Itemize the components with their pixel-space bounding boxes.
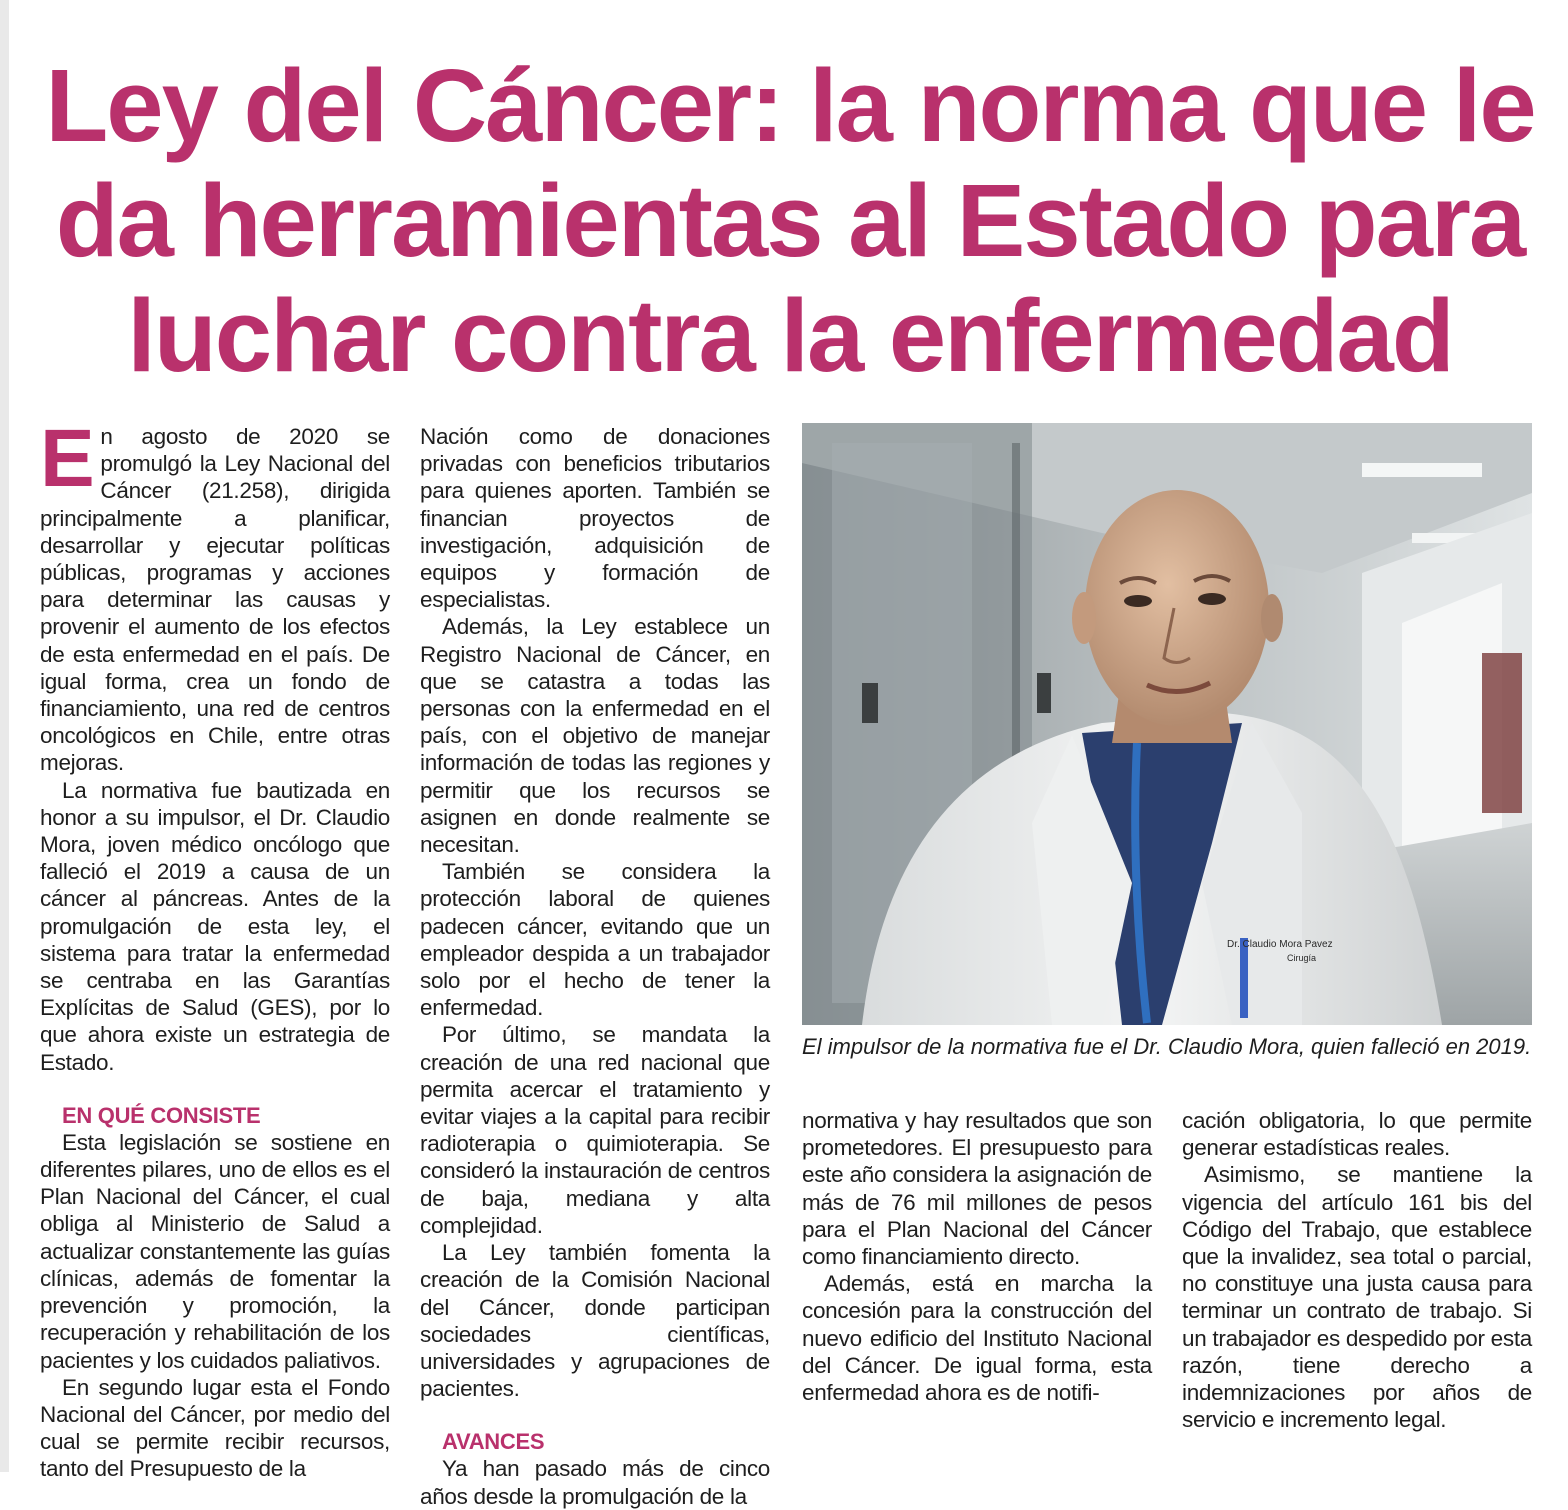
article-column-3 (802, 1107, 1152, 1406)
drop-cap: E (40, 413, 95, 504)
body-paragraph: Esta legislación se sostiene en diferentes pilares, uno de ellos es el Plan Nacional del Cáncer, el cual obliga al Ministerio de Salud a actualizar constantemente las guías clínicas, además de fomentar la prevención y promoción, la recuperación y rehabilitación de los pacientes y los cuidados paliativos. (40, 1129, 390, 1373)
section-subhead-avances: AVANCES (442, 1429, 545, 1455)
body-paragraph: Además, la Ley establece un Registro Nacional de Cáncer, en que se catastra a todas las personas con la enfermedad en el país, con el objetivo de manejar información de todas las regiones y permitir que los recursos se asignen en donde realmente se necesitan. (420, 614, 770, 858)
article-column-2 (420, 423, 770, 1510)
body-paragraph: La Ley también fomenta la creación de la Comisión Nacional del Cáncer, donde participan sociedades científicas, universidades y agrupaciones de pacientes. (420, 1240, 770, 1402)
body-paragraph: normativa y hay resultados que son prometedores. El presupuesto para este año considera la asignación de más de 76 mil millones de pesos para el Plan Nacional del Cáncer como financiamiento directo. (802, 1108, 1152, 1270)
body-paragraph: Asimismo, se mantiene la vigencia del artículo 161 bis del Código del Trabajo, que establece que la invalidez, sea total o parcial, no constituye una justa causa para terminar un contrato de trabajo. Si un trabajador es despedido por esta razón, tiene derecho a indemnizaciones por años de servicio e incremento legal. (1182, 1162, 1532, 1433)
coat-department-embroidery: Cirugía (1287, 953, 1317, 963)
article-photo (802, 423, 1532, 1025)
body-paragraph (40, 413, 390, 777)
paragraph-text: n agosto de 2020 se promulgó la Ley Nacional del Cáncer (21.258), dirigida principalmente a planificar, desarrollar y ejecutar políticas públicas, programas y acciones para determinar las causas y provenir el aumento de los efectos de esta enfermedad en el país. De igual forma, crea un fondo de financiamiento, una red de centros oncológicos en Chile, entre otras mejoras. (40, 424, 390, 776)
article-headline (40, 48, 1540, 393)
headline-line-3: luchar contra la enfermedad (127, 278, 1453, 393)
body-paragraph: También se considera la protección laboral de quienes padecen cáncer, evitando que un empleador despida a un trabajador solo por el hecho de tener la enfermedad. (420, 859, 770, 1021)
body-paragraph: En segundo lugar esta el Fondo Nacional del Cáncer, por medio del cual se permite recibir recursos, tanto del Presupuesto de la (40, 1374, 390, 1482)
article-column-4 (1182, 1107, 1532, 1433)
coat-name-embroidery: Dr. Claudio Mora Pavez (1227, 939, 1333, 950)
body-paragraph: Nación como de donaciones privadas con beneficios tributarios para quienes aporten. También se financian proyectos de investigación, adquisición de equipos y formación de especialistas. (420, 424, 770, 613)
article-column-1 (40, 413, 390, 1483)
headline-line-1: Ley del Cáncer: la norma que le (45, 48, 1535, 163)
headline-line-2: da herramientas al Estado para (55, 163, 1525, 278)
photo-caption: El impulsor de la normativa fue el Dr. Claudio Mora, quien falleció en 2019. (802, 1034, 1532, 1059)
body-paragraph: Por último, se mandata la creación de una red nacional que permita acercar el tratamiento y evitar viajes a la capital para recibir radioterapia o quimioterapia. Se consideró la instauración de centros de baja, mediana y alta complejidad. (420, 1022, 770, 1238)
page-edge-strip (0, 0, 9, 1472)
doctor-portrait-illustration (802, 423, 1532, 1025)
body-paragraph: cación obligatoria, lo que permite generar estadísticas reales. (1182, 1108, 1532, 1161)
body-paragraph: Además, está en marcha la concesión para la construcción del nuevo edificio del Instituto Nacional del Cáncer. De igual forma, esta enfermedad ahora es de notifi- (802, 1271, 1152, 1406)
body-paragraph: Ya han pasado más de cinco años desde la promulgación de la (420, 1456, 770, 1509)
section-subhead-en-que-consiste: EN QUÉ CONSISTE (62, 1102, 261, 1128)
body-paragraph: La normativa fue bautizada en honor a su impulsor, el Dr. Claudio Mora, joven médico oncólogo que falleció el 2019 a causa de un cáncer al páncreas. Antes de la promulgación de esta ley, el sistema para tratar la enfermedad se centraba en las Garantías Explícitas de Salud (GES), por lo que ahora existe un estrategia de Estado. (40, 777, 390, 1075)
